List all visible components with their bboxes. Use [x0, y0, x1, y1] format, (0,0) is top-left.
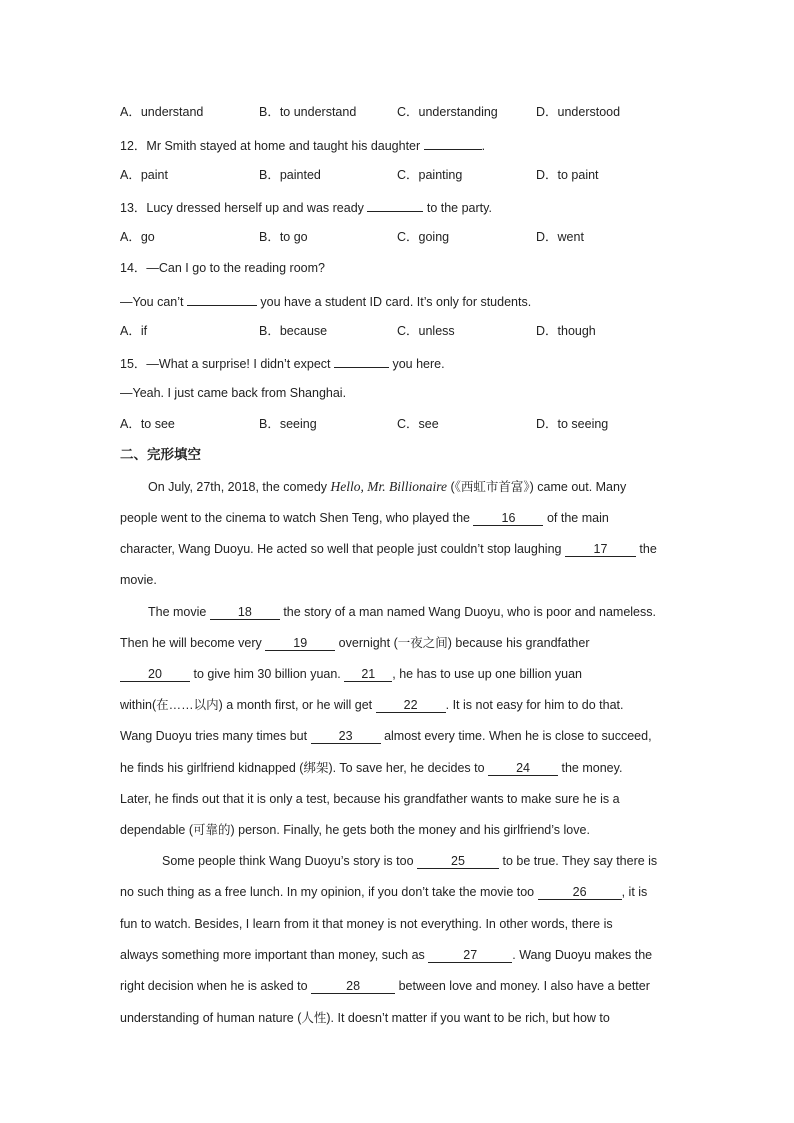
text: overnight (一夜之间) because his grandfather	[335, 636, 590, 650]
text: Some people think Wang Duoyu’s story is too	[162, 854, 417, 868]
q15-option-d[interactable]: D．to seeing	[536, 417, 609, 431]
q15-option-b[interactable]: B．seeing	[259, 417, 317, 431]
q11-option-d[interactable]: D．understood	[536, 105, 621, 119]
q13-option-a[interactable]: A．go	[120, 230, 155, 244]
blank-24[interactable]: 24	[488, 761, 558, 776]
q12-option-b[interactable]: B．painted	[259, 168, 321, 182]
text: the story of a man named Wang Duoyu, who is poor and nameless.	[279, 605, 656, 619]
movie-title: Hello, Mr. Billionaire	[330, 479, 448, 494]
text: right decision when he is asked to	[120, 979, 312, 993]
text: , he has to use up one billion yuan	[392, 667, 582, 681]
q13-stem-post: to the party.	[423, 201, 492, 215]
q14-line2-pre: —You can’t	[120, 295, 187, 309]
q12-option-c[interactable]: C．painting	[397, 168, 463, 182]
passage-p3-line6: understanding of human nature (人性). It doesn’t matter if you want to be rich, but how to	[120, 1011, 610, 1025]
text: to be true. They say there is	[499, 854, 658, 868]
passage-p1-line3	[120, 541, 657, 557]
q13-stem	[120, 198, 492, 216]
passage-p3-line1	[162, 853, 657, 869]
q14-option-d[interactable]: D．though	[536, 324, 596, 338]
passage-p3-line5	[120, 978, 650, 994]
blank-16[interactable]: 16	[473, 511, 543, 526]
text: people went to the cinema to watch Shen Teng, who played the	[120, 511, 474, 525]
q12-stem	[120, 136, 485, 154]
q14-blank[interactable]	[187, 292, 257, 306]
q15-stem	[120, 354, 445, 372]
passage-p1-line4: movie.	[120, 573, 157, 587]
q14-line2-post: you have a student ID card. It’s only for students.	[256, 295, 532, 309]
blank-20[interactable]: 20	[120, 667, 190, 682]
passage-p3-line2	[120, 884, 647, 900]
blank-26[interactable]: 26	[538, 885, 622, 900]
q13-blank[interactable]	[367, 198, 423, 212]
passage-p2-line2	[120, 635, 590, 651]
text: of the main	[543, 511, 609, 525]
passage-p2-line5	[120, 728, 652, 744]
q12-option-a[interactable]: A．paint	[120, 168, 168, 182]
q14-option-c[interactable]: C．unless	[397, 324, 455, 338]
blank-22[interactable]: 22	[376, 698, 446, 713]
q15-line2: —Yeah. I just came back from Shanghai.	[120, 386, 347, 400]
q15-option-a[interactable]: A．to see	[120, 417, 175, 431]
passage-p2-line1	[148, 604, 656, 620]
passage-p2-line3	[120, 666, 582, 682]
text: always something more important than money, such as	[120, 948, 429, 962]
passage-p2-line6	[120, 760, 622, 776]
text: the money.	[558, 761, 623, 775]
q13-option-c[interactable]: C．going	[397, 230, 450, 244]
text: (《西虹市首富》) came out. Many	[447, 480, 627, 494]
text: The movie	[148, 605, 210, 619]
q12-blank[interactable]	[424, 136, 482, 150]
blank-27[interactable]: 27	[428, 948, 512, 963]
blank-23[interactable]: 23	[311, 729, 381, 744]
q11-option-b[interactable]: B．to understand	[259, 105, 357, 119]
blank-18[interactable]: 18	[210, 605, 280, 620]
q14-line2	[120, 292, 531, 310]
text: character, Wang Duoyu. He acted so well that people just couldn’t stop laughing	[120, 542, 565, 556]
passage-p3-line4	[120, 947, 652, 963]
text: Wang Duoyu tries many times but	[120, 729, 311, 743]
passage-p2-line7: Later, he finds out that it is only a test, because his grandfather wants to make sure he is a	[120, 792, 620, 806]
blank-25[interactable]: 25	[417, 854, 499, 869]
q12-stem-post: .	[481, 139, 486, 153]
text: almost every time. When he is close to succeed,	[380, 729, 652, 743]
passage-p3-line3: fun to watch. Besides, I learn from it that money is not everything. In other words, there is	[120, 917, 613, 931]
text: the	[635, 542, 657, 556]
text: no such thing as a free lunch. In my opinion, if you don’t take the movie too	[120, 885, 538, 899]
text: On July, 27th, 2018, the comedy	[148, 480, 331, 494]
q13-option-b[interactable]: B．to go	[259, 230, 308, 244]
blank-21[interactable]: 21	[344, 667, 392, 682]
blank-19[interactable]: 19	[265, 636, 335, 651]
text: , it is	[621, 885, 648, 899]
blank-28[interactable]: 28	[311, 979, 395, 994]
blank-17[interactable]: 17	[565, 542, 636, 557]
q15-blank[interactable]	[334, 354, 389, 368]
q13-option-d[interactable]: D．went	[536, 230, 584, 244]
q15-stem-post: you here.	[388, 357, 445, 371]
text: between love and money. I also have a better	[395, 979, 650, 993]
q13-stem-pre: 13．Lucy dressed herself up and was ready	[120, 201, 368, 215]
text: . Wang Duoyu makes the	[512, 948, 653, 962]
q15-option-c[interactable]: C．see	[397, 417, 439, 431]
q11-option-c[interactable]: C．understanding	[397, 105, 498, 119]
passage-p2-line4	[120, 697, 624, 713]
q15-stem-pre: 15．—What a surprise! I didn’t expect	[120, 357, 334, 371]
passage-p1-line1	[148, 479, 626, 495]
text: within(在……以内) a month first, or he will get	[120, 698, 376, 712]
passage-p2-line8: dependable (可靠的) person. Finally, he gets both the money and his girlfriend’s love.	[120, 823, 590, 837]
passage-p1-line2	[120, 510, 609, 526]
q12-stem-pre: 12．Mr Smith stayed at home and taught his daughter	[120, 139, 424, 153]
text: . It is not easy for him to do that.	[445, 698, 624, 712]
section-heading-cloze: 二、完形填空	[120, 447, 201, 462]
q14-stem: 14．—Can I go to the reading room?	[120, 261, 325, 275]
text: Then he will become very	[120, 636, 266, 650]
q12-option-d[interactable]: D．to paint	[536, 168, 599, 182]
text: to give him 30 billion yuan.	[190, 667, 345, 681]
text: he finds his girlfriend kidnapped (绑架). To save her, he decides to	[120, 761, 489, 775]
q14-option-a[interactable]: A．if	[120, 324, 148, 338]
q11-option-a[interactable]: A．understand	[120, 105, 204, 119]
q14-option-b[interactable]: B．because	[259, 324, 328, 338]
